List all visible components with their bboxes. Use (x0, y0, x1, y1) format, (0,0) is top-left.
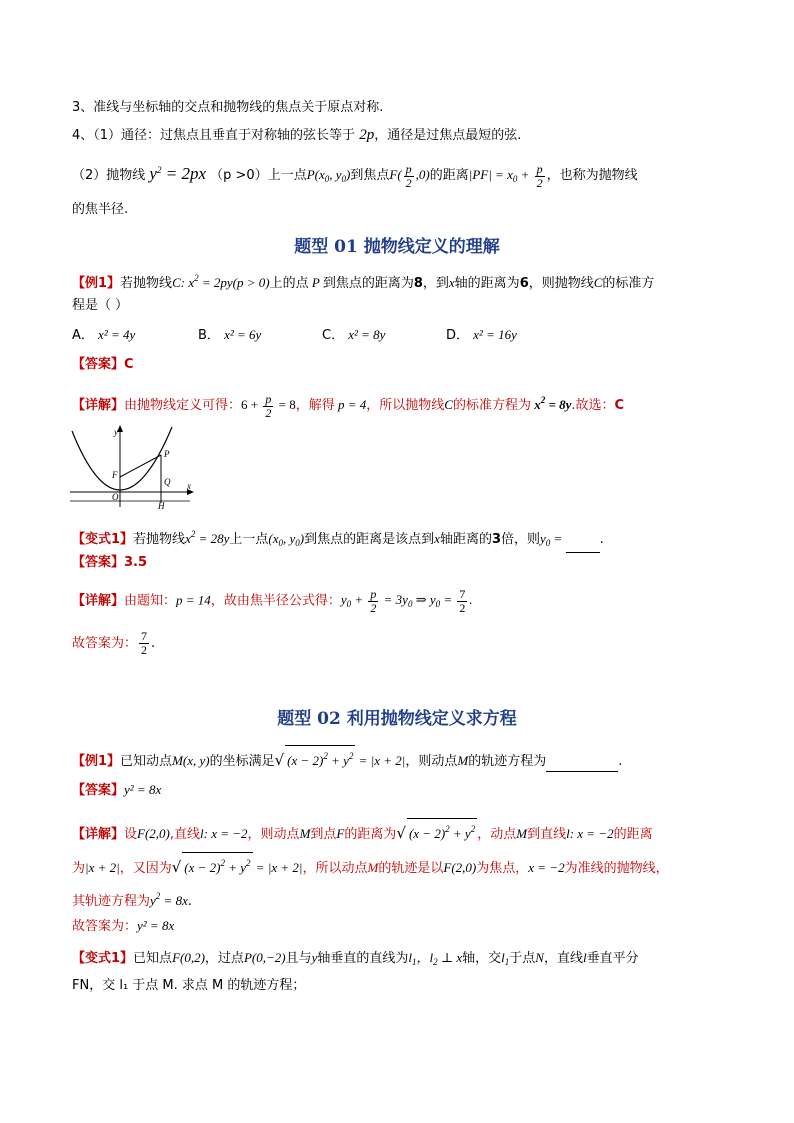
detail-3-l2c: ，所以动点 (302, 861, 368, 876)
section-title-01: 题型 01 抛物线定义的理解 (294, 237, 500, 257)
detail-3-focus: F(2,0) (443, 860, 477, 875)
variant-2-g: ，直线 (543, 951, 583, 966)
detail-1-b: ，解得 (295, 398, 335, 413)
answer-2-tag: 【答案】 (72, 555, 125, 570)
detail-2-a: 由题知： (124, 593, 177, 609)
label-y: y (114, 427, 118, 437)
variant-1-point: ($x_0$, $y_0$) (268, 531, 305, 548)
parabola-equation: $y^2 = 2px$ (149, 164, 206, 183)
variant-1-b: 上一点 (229, 532, 269, 547)
detail-1-c: ，所以抛物线 (366, 398, 445, 413)
item-4-2-cond: （p >0）上一点 (210, 168, 307, 183)
detail-1-f: C (614, 398, 625, 413)
variant-2-f: F(0,2) (172, 950, 205, 965)
detail-tag: 【详解】 (72, 398, 125, 413)
focal-radius-formula: $|PF| = x_0$ + $\frac{p}{2}$ (468, 161, 543, 190)
option-a[interactable]: A． x² = 4y (72, 327, 136, 343)
detail-3-fx: ，动点 (477, 827, 517, 842)
variant-1-eq: $x^2 = 28y$ (185, 529, 230, 546)
answer-tag: 【答案】 (72, 357, 125, 372)
detail-3-e: 的距离为 (344, 827, 397, 842)
final-answer-1-value: $\frac{7}{2}$ (141, 629, 148, 657)
example-1-text-d: ，到 (422, 276, 449, 291)
option-d[interactable]: D． x² = 16y (446, 327, 517, 343)
answer-3-value: y² = 8x (124, 782, 162, 797)
example-2: 【例1】已知动点M(x, y)的坐标满足√ $(x - 2)^2 + y^2 = |x + 2|$，则动点M的轨迹方程为 . (72, 745, 622, 772)
answer-2-value: 3.5 (124, 555, 148, 570)
example-2-m2: M (457, 753, 469, 768)
example-2-condition: √ $(x - 2)^2 + y^2 = |x + 2|$ (275, 753, 406, 768)
item-4-2-mid1: 到焦点 (350, 168, 390, 183)
item-4-1-tail: ，通径是过焦点最短的弦. (374, 128, 522, 143)
option-c[interactable]: C． x² = 8y (322, 327, 386, 343)
variant-1-tag: 【变式1】 (72, 532, 134, 547)
detail-3-directrix: x = −2 (528, 860, 565, 875)
detail-3-b: ,直线 (169, 827, 201, 842)
variant-2 (72, 948, 639, 972)
variant-2-f-text: 于点 (509, 951, 536, 966)
final-answer-2-lead: 故答案为： (72, 919, 138, 934)
detail-2 (72, 588, 473, 615)
example-2-c: ，则动点 (405, 754, 458, 769)
example-1-c: C (593, 275, 603, 290)
example-1-text-g: 的标准方 (602, 276, 655, 291)
example-1-axis: x (448, 275, 455, 290)
answer-2 (72, 553, 147, 573)
item-4-2-text (72, 160, 638, 190)
detail-3-l2f: 为准线的抛物线， (564, 861, 669, 876)
answer-3-tag: 【答案】 (72, 783, 125, 798)
section-title-02: 题型 02 利用抛物线定义求方程 (277, 709, 517, 729)
parabola-curve (72, 427, 172, 490)
item-4-2-lead: （2）抛物线 (72, 168, 146, 183)
variant-2-l: l (582, 950, 587, 965)
item-4-1-text (72, 125, 521, 146)
detail-1 (72, 390, 624, 420)
item-4-2-mid2: 的距离 (429, 168, 469, 183)
answer-1-value: C (124, 357, 134, 372)
detail-3-g: 到直线 (527, 827, 567, 842)
item-4-1-math: 2p (359, 127, 375, 143)
variant-2-n: N (535, 950, 544, 965)
detail-2-p: p = 14 (176, 592, 211, 608)
example-1-text-b: 上的点 (269, 276, 309, 291)
detail-3-abs: |x + 2| (85, 860, 120, 875)
example-2-blank[interactable] (546, 771, 618, 772)
item-3-text: 3、准线与坐标轴的交点和抛物线的焦点关于原点对称. (72, 100, 384, 115)
detail-1-d: 的标准方程为 (452, 398, 531, 413)
variant-2-h: 垂直平分 (586, 951, 639, 966)
example-1-equation: C: $x^2 = 2py(p > 0)$ (172, 273, 270, 290)
example-1-options (72, 325, 517, 346)
example-2-b: 的坐标满足 (209, 754, 275, 769)
label-o: O (112, 492, 119, 502)
answer-1 (72, 355, 134, 375)
label-f: F (112, 470, 118, 480)
detail-3-ll: l: x = −2 (566, 826, 614, 841)
detail-3-h: 的距离 (613, 827, 653, 842)
detail-3-tag: 【详解】 (72, 827, 125, 842)
detail-2-b: ，故由焦半径公式得： (210, 593, 341, 609)
variant-1-a: 若抛物线 (133, 532, 186, 547)
detail-3-line3: 其轨迹方程为$y^2 = 8x$. (72, 891, 192, 909)
final-answer-1-lead: 故答案为： (72, 636, 138, 651)
detail-3-l2a: 为 (72, 861, 86, 876)
detail-3-l2e: 为焦点， (476, 861, 529, 876)
detail-3-l2d: 的轨迹是以 (378, 861, 444, 876)
variant-1: 【变式1】若抛物线$x^2 = 28y$上一点($x_0$, $y_0$)到焦点的距离是该点到x轴距离的3倍，则$y_0$ = . (72, 524, 604, 553)
label-x: x (187, 481, 191, 491)
example-1-text-f: ，则抛物线 (528, 276, 594, 291)
option-b[interactable]: B． x² = 6y (198, 327, 262, 343)
detail-3-eq: √ $(x - 2)^2 + y^2 = |x + 2|$ (172, 860, 303, 875)
detail-3-d: 到点 (310, 827, 337, 842)
detail-1-cc: C (444, 397, 453, 412)
variant-2-l1: $l_1$，$l_2$ ⊥ x (408, 950, 463, 967)
example-1-text-e: 轴的距离为 (454, 276, 520, 291)
example-1-num-6: 6 (519, 276, 529, 291)
segment-pf (120, 455, 161, 477)
variant-2-p: P(0,−2) (243, 950, 286, 965)
label-h: H (158, 501, 165, 509)
example-1-point: P (308, 275, 323, 290)
variant-2-tag: 【变式1】 (72, 951, 134, 966)
detail-3-mm: M (516, 826, 528, 841)
detail-3-line1 (72, 818, 653, 845)
example-2-a: 已知动点 (120, 754, 173, 769)
final-answer-1: 故答案为： $\frac{7}{2}$ . (72, 629, 156, 657)
variant-2-b: ，过点 (204, 951, 244, 966)
detail-3-l3a: 其轨迹方程为 (72, 894, 151, 909)
detail-3-m: M (299, 826, 311, 841)
detail-3-f: F(2,0) (137, 826, 170, 841)
example-1 (72, 268, 654, 294)
variant-1-axis: x (434, 531, 440, 546)
detail-3-line2 (72, 852, 669, 879)
variant-2-a: 已知点 (133, 951, 173, 966)
detail-2-tag: 【详解】 (72, 593, 125, 609)
detail-1-a: 由抛物线定义可得： (124, 398, 242, 413)
detail-3-c: ，则动点 (247, 827, 300, 842)
variant-1-d: 轴距离的 (439, 532, 492, 547)
item-4-1-lead: 4、（1）通径：过焦点且垂直于对称轴的弦长等于 (72, 128, 356, 143)
detail-3-dist: √ $(x - 2)^2 + y^2$ (396, 826, 477, 841)
variant-2-line2: FN，交 l₁ 于点 M. 求点 M 的轨迹方程； (72, 978, 306, 993)
parabola-graph (68, 423, 198, 509)
item-4-2-line2: 的焦半径. (72, 202, 129, 217)
variant-2-e: 轴，交 (462, 951, 502, 966)
variant-2-c: 且与 (285, 951, 312, 966)
detail-1-p: p = 4 (334, 397, 367, 412)
variant-2-l1b: $l_1$ (501, 950, 510, 967)
variant-1-blank[interactable] (566, 552, 600, 553)
detail-3-ff: F (336, 826, 345, 841)
example-1-text-c: 到焦点的距离为 (322, 276, 414, 291)
item-4-2-tail: ，也称为抛物线 (546, 168, 638, 183)
point-p: $P(x_0$, $y_0$) (306, 167, 351, 184)
detail-1-e: .故选： (571, 398, 615, 413)
detail-1-eq: 6 + $\frac{p}{2}$ = 8 (241, 391, 296, 420)
example-1-tag: 【例1】 (72, 276, 121, 291)
final-answer-2 (72, 916, 174, 937)
example-1-text-a: 若抛物线 (120, 276, 173, 291)
example-1-num-8: 8 (413, 276, 423, 291)
detail-3-a: 设 (124, 827, 138, 842)
detail-1-result: $x^2 = 8y$ (530, 395, 572, 412)
variant-1-y0: $y_0$ = (540, 531, 566, 548)
detail-3-result: $y^2 = 8x$ (150, 891, 188, 908)
variant-1-3: 3 (491, 532, 501, 547)
example-1-line2: 程是（ ） (72, 298, 129, 313)
variant-2-y: y (311, 950, 318, 965)
example-2-tag: 【例1】 (72, 754, 121, 769)
answer-3 (72, 780, 161, 801)
focus-f: F( $\frac{p}{2}$ ,0) (389, 161, 430, 190)
example-2-d: 的轨迹方程为 (468, 754, 547, 769)
label-q: Q (164, 477, 171, 487)
variant-2-d: 轴垂直的直线为 (317, 951, 409, 966)
variant-1-e: 倍，则 (501, 532, 541, 547)
final-answer-2-value: y² = 8x (137, 918, 175, 933)
variant-1-c: 到焦点的距离是该点到 (304, 532, 435, 547)
label-p: P (164, 449, 170, 459)
detail-3-l: l: x = −2 (200, 826, 248, 841)
example-2-m: M(x, y) (172, 753, 210, 768)
detail-2-formula: $y_0$ + $\frac{p}{2}$ = $3y_0$ ⇒ $y_0$ = $\frac{7}{2}$ . (340, 587, 473, 615)
detail-3-l2b: ，又因为 (119, 861, 172, 876)
detail-3-m3: M (367, 860, 379, 875)
